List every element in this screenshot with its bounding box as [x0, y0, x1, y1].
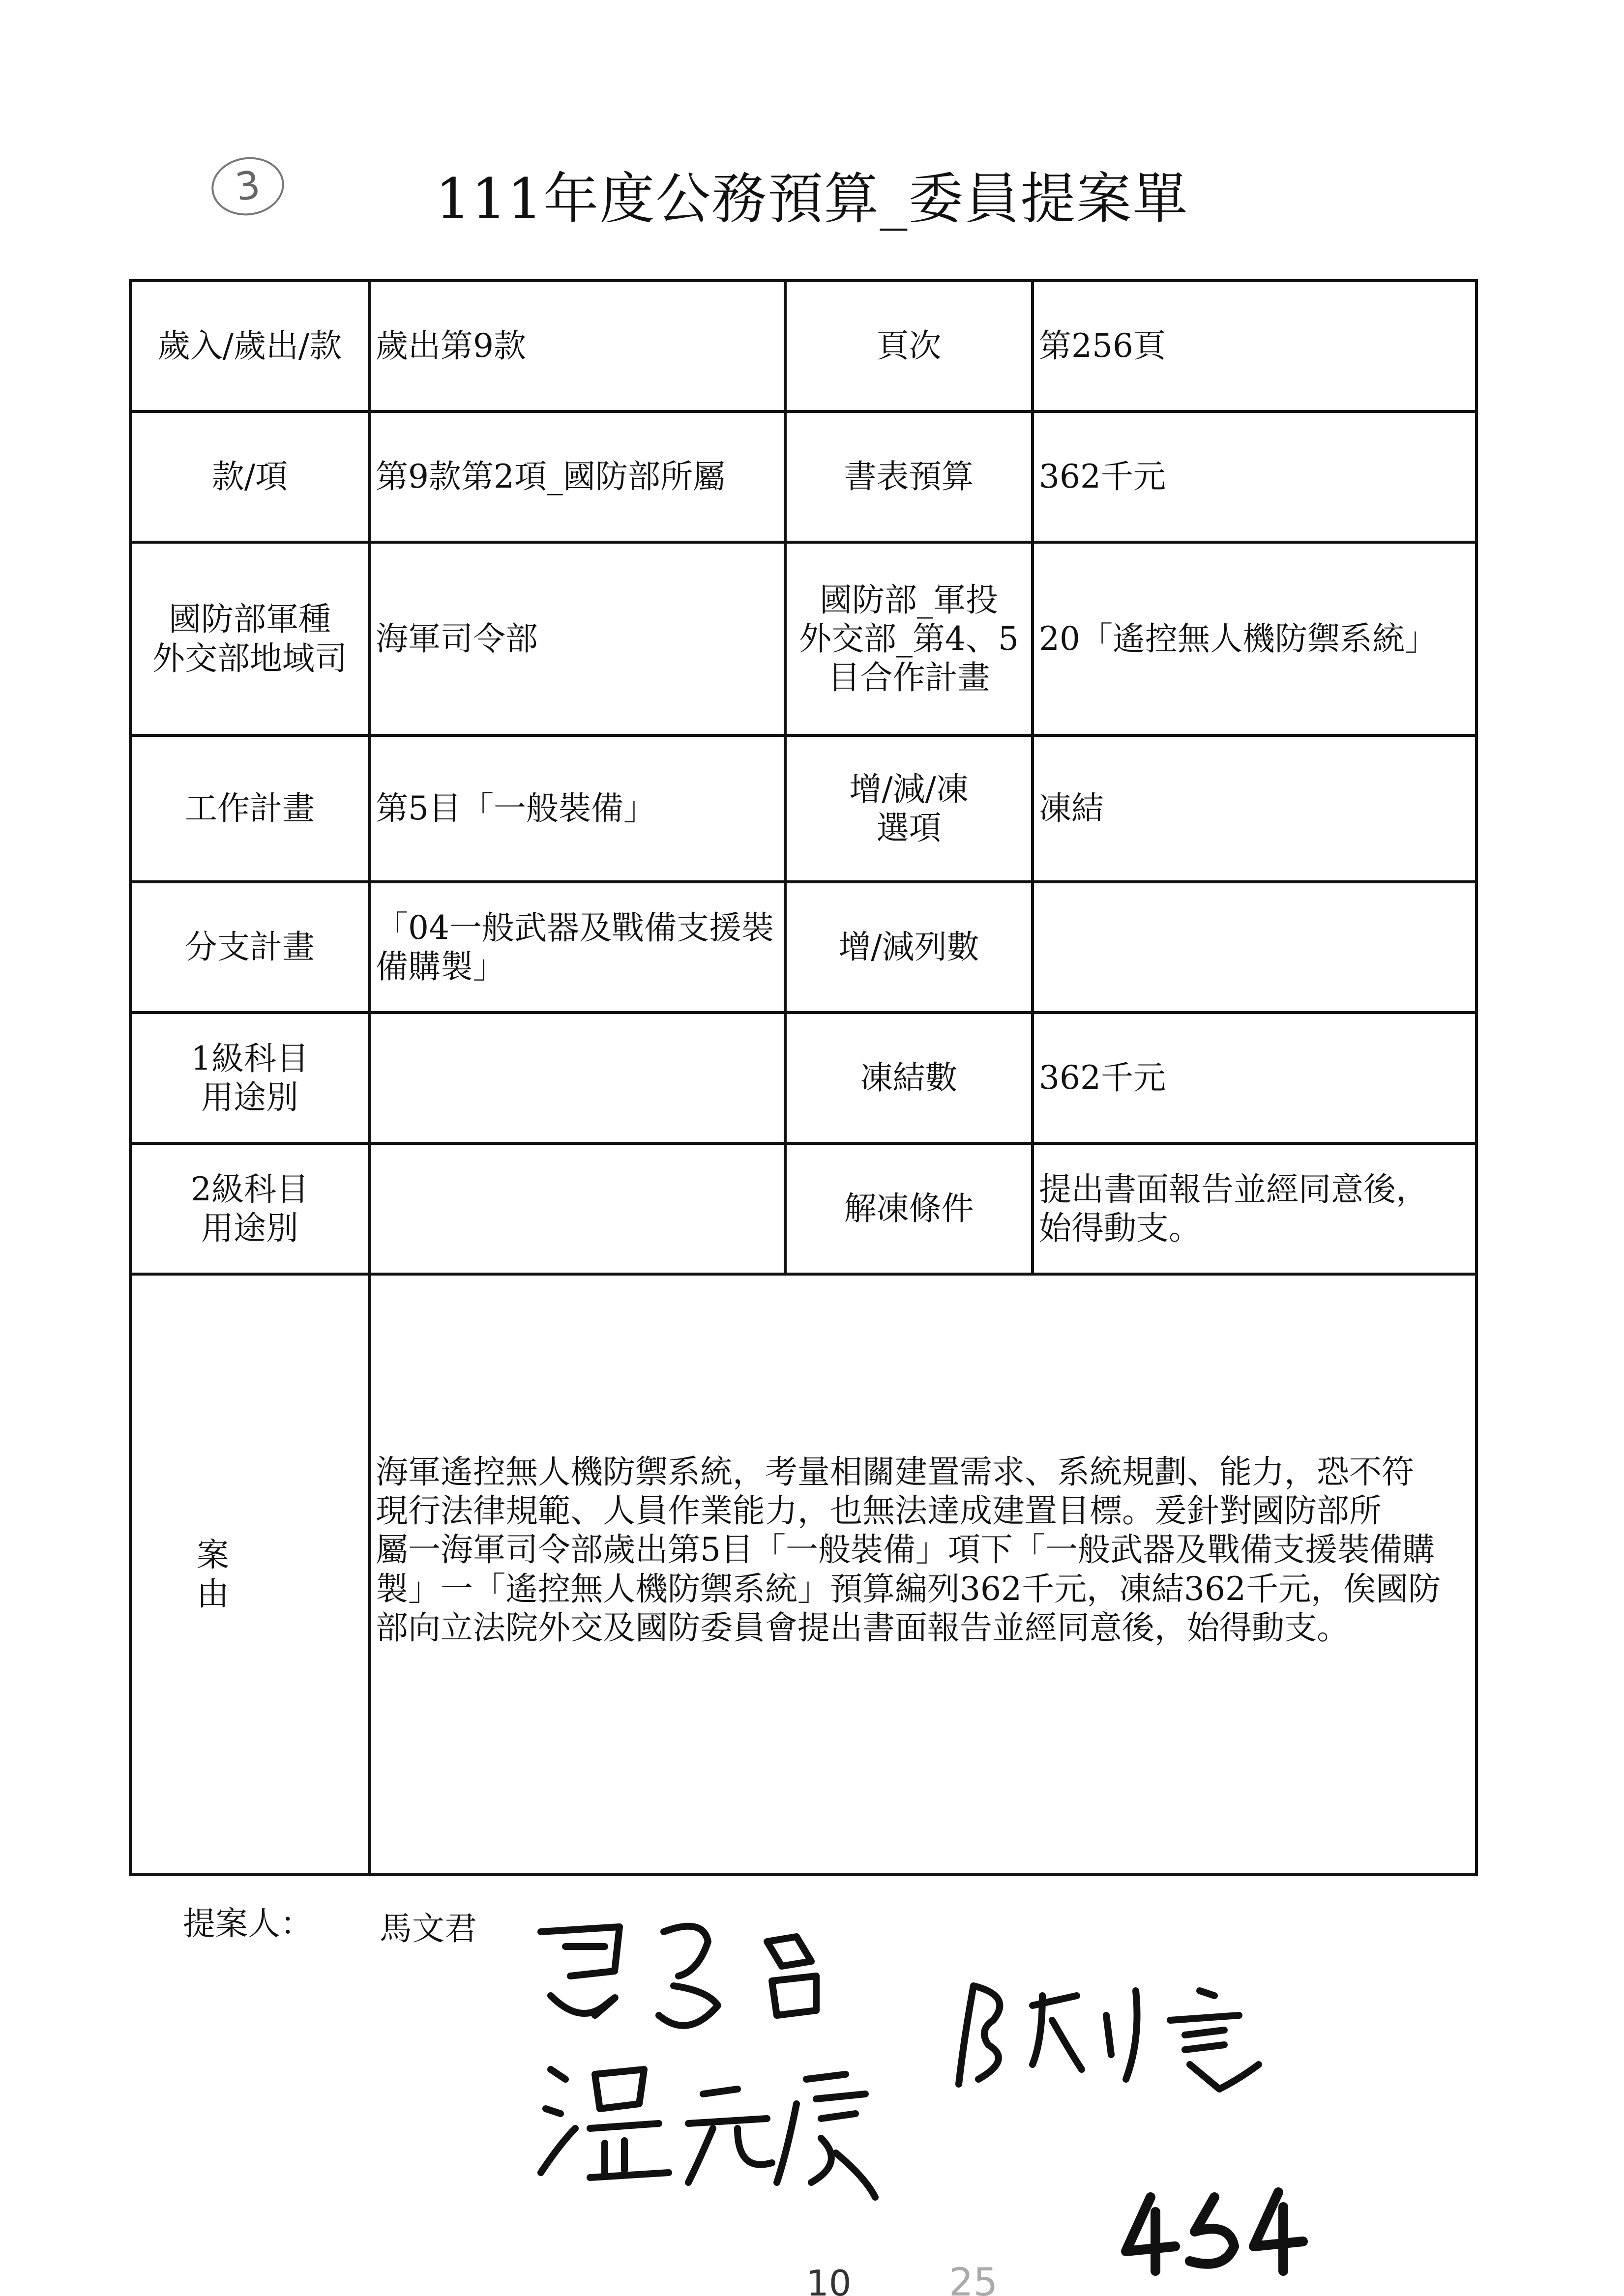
value-statement-budget: 362千元	[1033, 411, 1476, 542]
handwritten-number-10: 10	[806, 2263, 852, 2296]
page-marker: 3	[208, 152, 288, 220]
label-branch-plan: 分支計畫	[130, 882, 369, 1013]
row-unit	[130, 542, 1476, 735]
value-unfreeze-condition: 提出書面報告並經同意後， 始得動支。	[1033, 1143, 1476, 1274]
proposal-table	[129, 279, 1478, 1876]
handwritten-number-25: 25	[949, 2261, 998, 2296]
proposer-label: 提案人：	[183, 1905, 313, 1943]
reason-line: 製」一「遙控無人機防禦系統」預算編列362千元，凍結362千元，俟國防	[376, 1569, 1441, 1608]
reason-line: 部向立法院外交及國防委員會提出書面報告並經同意後，始得動支。	[376, 1608, 1349, 1647]
label-unfreeze-condition: 解凍條件	[785, 1143, 1033, 1274]
form-title: 111年度公務預算_委員提案單	[435, 167, 1189, 231]
value-level2	[369, 1143, 785, 1274]
proposer-name: 馬文君	[380, 1910, 477, 1947]
row-work-plan	[130, 735, 1476, 882]
value-option: 凍結	[1033, 735, 1476, 882]
label-level2: 2級科目 用途別	[130, 1143, 369, 1274]
value-section: 第9款第2項_國防部所屬	[369, 411, 785, 542]
label-page: 頁次	[785, 281, 1033, 411]
row-branch-plan	[130, 882, 1476, 1013]
value-work-plan: 第5目「一般裝備」	[369, 735, 785, 882]
value-budget-type: 歲出第9款	[369, 281, 785, 411]
row-level1	[130, 1013, 1476, 1143]
row-section	[130, 411, 1476, 542]
value-change-amount	[1033, 882, 1476, 1013]
label-budget-type: 歲入/歲出/款	[130, 281, 369, 411]
reason-line: 海軍遙控無人機防禦系統，考量相關建置需求、系統規劃、能力，恐不符	[376, 1453, 1414, 1491]
label-frozen-amount: 凍結數	[785, 1013, 1033, 1143]
label-option: 增/減/凍 選項	[785, 735, 1033, 882]
value-unit: 海軍司令部	[369, 542, 785, 735]
value-frozen-amount: 362千元	[1033, 1013, 1476, 1143]
label-change-amount: 增/減列數	[785, 882, 1033, 1013]
label-level1: 1級科目 用途別	[130, 1013, 369, 1143]
signature-3	[959, 1986, 1259, 2089]
value-program: 20「遙控無人機防禦系統」	[1033, 542, 1476, 735]
row-budget-type	[130, 281, 1476, 411]
label-unit: 國防部軍種 外交部地域司	[130, 542, 369, 735]
reason-line: 屬一海軍司令部歲出第5目「一般裝備」項下「一般武器及戰備支援裝備購	[376, 1531, 1435, 1569]
value-level1	[369, 1013, 785, 1143]
label-reason: 案 由	[130, 1274, 369, 1875]
handwritten-number-454	[1126, 2192, 1303, 2271]
signature-2	[541, 2069, 875, 2197]
value-reason	[369, 1274, 1476, 1875]
label-work-plan: 工作計畫	[130, 735, 369, 882]
signature-1	[541, 1926, 816, 2026]
label-statement-budget: 書表預算	[785, 411, 1033, 542]
row-level2	[130, 1143, 1476, 1274]
value-page: 第256頁	[1033, 281, 1476, 411]
reason-line: 現行法律規範、人員作業能力，也無法達成建置目標。爰針對國防部所	[376, 1492, 1382, 1530]
label-program: 國防部_軍投 外交部_第4、5 目合作計畫	[785, 542, 1033, 735]
row-reason	[130, 1274, 1476, 1875]
label-section: 款/項	[130, 411, 369, 542]
value-branch-plan: 「04一般武器及戰備支援裝 備購製」	[369, 882, 785, 1013]
